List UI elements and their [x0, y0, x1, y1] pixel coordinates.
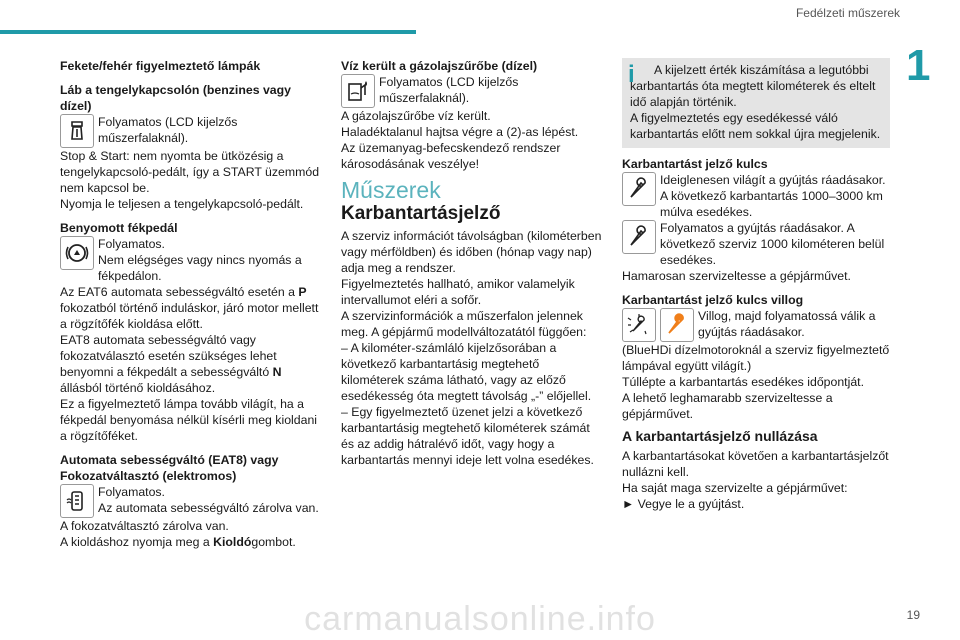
- key1-text: Ideiglenesen világít a gyújtás ráadásakor. A következő karbantartás 1000–3000 km múlva esedékes.: [660, 173, 886, 219]
- key2-text: Folyamatos a gyújtás ráadásakor. A következő szerviz 1000 kilométeren belül esedékes.: [660, 221, 885, 267]
- brake-eat6: Az EAT6 automata sebességváltó esetén a P fokozatból történő induláskor, járó motor mellett a rögzítőfék kioldása előtt.: [60, 285, 319, 331]
- wrench-icon-2: [622, 220, 656, 254]
- section-title: Műszerek: [341, 177, 441, 203]
- brake-row: [60, 236, 322, 284]
- maint-p5: – Egy figyelmeztető üzenet jelzi a következő karbantartásig megtehető kilométerek számát és az addig hátralévő időt, vagy hogy a karbantartás mennyi ideje lett volna esedékes.: [341, 405, 594, 467]
- water-text3: Az üzemanyag-befecskendező rendszer károsodásának veszélye!: [341, 141, 561, 171]
- flash-text4: A lehető leghamarabb szervizeltesse a gépjárművet.: [622, 391, 833, 421]
- heading-key-flash: Karbantartást jelző kulcs villog: [622, 293, 804, 307]
- eat8-text3: A fokozatváltasztó zárolva van.: [60, 519, 229, 533]
- foot-clutch-icon: [60, 114, 94, 148]
- foot-clutch-text: Stop & Start: nem nyomta be ütközésig a tengelykapcsoló-pedált, így a START üzemmód nem kapcsol be.: [60, 149, 320, 195]
- heading-bw-lamps: Fekete/fehér figyelmeztető lámpák: [60, 59, 261, 73]
- chapter-title: Fedélzeti műszerek: [795, 6, 900, 20]
- maint-p1: A szerviz információt távolságban (kilométerben vagy mérföldben) és időben (hónap vagy nap) adja meg a rendszer.: [341, 229, 602, 275]
- column-3: [622, 58, 890, 512]
- flashing-wrench-icon: [622, 308, 656, 342]
- heading-water-filter: Víz került a gázolajszűrőbe (dízel): [341, 59, 538, 73]
- foot-clutch-text2: Nyomja le teljesen a tengelykapcsoló-pedált.: [60, 197, 304, 211]
- key-end: Hamarosan szervizeltesse a gépjárművet.: [622, 269, 851, 283]
- eat8-status: Folyamatos.: [98, 485, 165, 499]
- foot-clutch-status: Folyamatos (LCD kijelzős műszerfalaknál).: [98, 115, 238, 145]
- maint-p2: Figyelmeztetés hallható, amikor valamelyik intervallumot eléri a sofőr.: [341, 277, 575, 307]
- gear-lock-icon: [60, 484, 94, 518]
- info-text2: A figyelmeztetés egy esedékessé váló karbantartás előtt nem sokkal újra megjelenik.: [630, 111, 881, 141]
- wrench-icon: [622, 172, 656, 206]
- heading-key: Karbantartást jelző kulcs: [622, 157, 768, 171]
- column-1: [60, 58, 322, 550]
- heading-foot-clutch: Láb a tengelykapcsolón (benzines vagy dízel): [60, 83, 291, 113]
- reset-text2: Ha saját maga szervizelte a gépjárművet:: [622, 481, 848, 495]
- eat8-text4: A kioldáshoz nyomja meg a Kioldógombot.: [60, 535, 296, 549]
- flash-text2: (BlueHDi dízelmotoroknál a szerviz figyelmeztető lámpával együtt világít.): [622, 343, 890, 373]
- maint-p4: – A kilométer-számláló kijelzősorában a következő karbantartásig megtehető kilométerek száma látható, vagy az előző esedékesség óta megtett távolság „-” előjellel.: [341, 341, 592, 403]
- eat8-row: [60, 484, 322, 518]
- water-text2: Haladéktalanul hajtsa végre a (2)-as lépést.: [341, 125, 579, 139]
- foot-clutch-row: [60, 114, 322, 148]
- column-2: [341, 58, 603, 468]
- info-icon: i: [628, 61, 635, 88]
- brake-eat8: EAT8 automata sebességváltó vagy fokozatválasztó esetén szükséges lehet benyomni a fékpedált a sebességváltó N állásból történő kioldásához.: [60, 333, 282, 395]
- watermark: carmanualsonline.info: [304, 600, 656, 638]
- flash-text: Villog, majd folyamatossá válik a gyújtás ráadásakor.: [698, 309, 876, 339]
- reset-text3: ► Vegye le a gyújtást.: [622, 497, 745, 511]
- orange-wrench-icon: [660, 308, 694, 342]
- water-text1: A gázolajszűrőbe víz került.: [341, 109, 491, 123]
- reset-title: A karbantartásjelző nullázása: [622, 428, 818, 444]
- water-status: Folyamatos (LCD kijelzős műszerfalaknál).: [379, 75, 519, 105]
- info-text1: A kijelzett érték kiszámítása a legutóbbi karbantartás óta megtett kilométerek és eltelt idő alapján történik.: [630, 63, 876, 109]
- flash-row: [622, 308, 890, 342]
- water-row: [341, 74, 603, 108]
- eat8-status2: Az automata sebességváltó zárolva van.: [98, 501, 319, 515]
- key2-row: [622, 220, 890, 268]
- flash-text3: Túllépte a karbantartás esedékes időpontját.: [622, 375, 864, 389]
- header-accent-bar: [0, 30, 416, 34]
- brake-end: Ez a figyelmeztető lámpa tovább világít, ha a fékpedál benyomása nélkül kísérli meg kioldani a rögzítőféket.: [60, 397, 318, 443]
- heading-brake: Benyomott fékpedál: [60, 221, 178, 235]
- brake-pedal-icon: [60, 236, 94, 270]
- chapter-number: 1: [906, 41, 931, 90]
- info-box: [622, 58, 890, 148]
- reset-text1: A karbantartásokat követően a karbantartásjelzőt nullázni kell.: [622, 449, 889, 479]
- maint-p3: A szervizinformációk a műszerfalon jelennek meg. A gépjármű modellváltozatától függően:: [341, 309, 587, 339]
- page-number: 19: [906, 608, 920, 622]
- key1-row: [622, 172, 890, 220]
- subsection-title: Karbantartásjelző: [341, 203, 501, 224]
- water-in-fuel-icon: [341, 74, 375, 108]
- heading-eat8: Automata sebességváltó (EAT8) vagy Fokozatváltasztó (elektromos): [60, 453, 279, 483]
- brake-status2: Nem elégséges vagy nincs nyomás a fékpedálon.: [98, 253, 302, 283]
- brake-status: Folyamatos.: [98, 237, 165, 251]
